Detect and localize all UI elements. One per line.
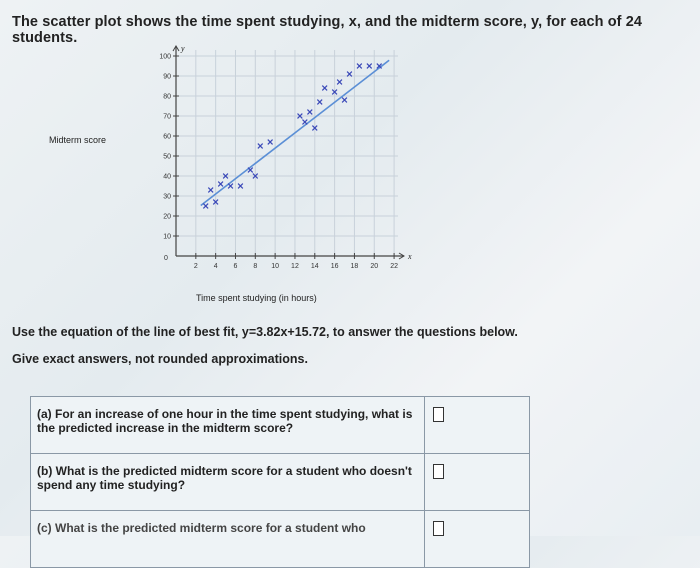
- question-row-b: [31, 454, 530, 511]
- data-point: [238, 184, 243, 189]
- data-point: [367, 64, 372, 69]
- instruction-text: Use the equation of the line of best fit, y=3.82x+15.72, to answer the questions below.: [12, 325, 518, 339]
- answer-b-input[interactable]: [433, 464, 444, 479]
- x-axis-title: Time spent studying (in hours): [196, 293, 317, 303]
- data-point: [208, 188, 213, 193]
- data-point: [317, 100, 322, 105]
- question-row-c: [31, 511, 530, 568]
- x-tick-label: 4: [213, 263, 218, 270]
- question-c-cell: [31, 511, 425, 568]
- x-tick-label: 12: [291, 263, 299, 270]
- y-tick-label: 100: [159, 53, 171, 61]
- y-tick-label: 10: [163, 233, 171, 241]
- data-point: [203, 204, 208, 209]
- x-tick-label: 10: [271, 263, 280, 270]
- answer-a-cell: [425, 397, 530, 454]
- origin-label: 0: [164, 255, 168, 262]
- data-point: [337, 80, 342, 85]
- x-tick-label: 14: [310, 263, 319, 270]
- data-point: [322, 86, 327, 91]
- x-tick-label: 2: [193, 263, 198, 270]
- data-point: [218, 182, 223, 187]
- y-tick-label: 30: [163, 193, 171, 201]
- y-tick-label: 40: [163, 173, 171, 181]
- y-axis-letter: y: [181, 44, 185, 53]
- x-tick-label: 18: [350, 263, 359, 270]
- y-tick-label: 70: [163, 113, 171, 121]
- answer-b-cell: [425, 454, 530, 511]
- data-point: [357, 64, 362, 69]
- y-tick-label: 20: [163, 213, 171, 221]
- question-a-text: (a) For an increase of one hour in the time spent studying, what is the predicted increase in the midterm score?: [31, 397, 425, 454]
- exactness-note: Give exact answers, not rounded approximations.: [12, 352, 308, 366]
- y-tick-label: 80: [163, 93, 171, 101]
- question-b-text: (b) What is the predicted midterm score for a student who doesn't spend any time studying?: [31, 454, 425, 511]
- data-point: [268, 140, 273, 145]
- x-tick-label: 6: [233, 263, 238, 270]
- x-tick-label: 8: [253, 263, 258, 270]
- y-axis-title: Midterm score: [49, 135, 107, 145]
- x-tick-label: 16: [330, 263, 339, 270]
- data-point: [258, 144, 263, 149]
- questions-table: [30, 396, 530, 568]
- answer-a-input[interactable]: [433, 407, 444, 422]
- data-point: [248, 168, 253, 173]
- y-tick-label: 90: [163, 73, 171, 81]
- question-c-text: (c) What is the predicted midterm score for a student who: [37, 521, 366, 535]
- data-point: [307, 110, 312, 115]
- y-tick-label: 50: [163, 153, 171, 161]
- x-axis-letter: x: [408, 252, 412, 261]
- data-point: [342, 98, 347, 103]
- data-point: [302, 120, 307, 125]
- y-tick-label: 60: [163, 133, 171, 141]
- question-row-a: [31, 397, 530, 454]
- data-point: [228, 184, 233, 189]
- answer-c-cell: [425, 511, 530, 568]
- x-tick-label: 20: [370, 263, 379, 270]
- question-heading: The scatter plot shows the time spent studying, x, and the midterm score, y, for each of 24 students.: [12, 14, 643, 46]
- answer-c-input[interactable]: [433, 521, 444, 536]
- x-tick-label: 22: [390, 263, 398, 270]
